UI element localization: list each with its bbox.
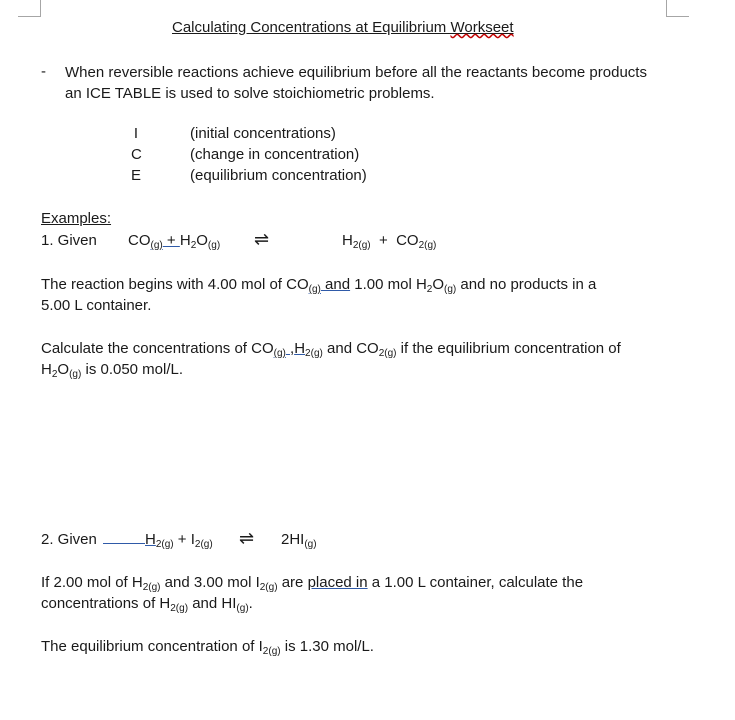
example2-reactants: $H_{2(g)} + I_{2(g)}$ [145, 531, 213, 550]
example1-paragraph-1: The reaction begins with 4.00 mol of $CO_{(g)}$ and 1.00 mol $H_2O_{(g)}$ and no products in a 5.00 L container. [41, 276, 597, 314]
bullet-paragraph: When reversible reactions achieve equilibrium before all the reactants become products an ICE TABLE is used to solve stoichiometric problems. [65, 64, 647, 102]
examples-heading: Examples: [41, 210, 112, 227]
bullet-dash: - [41, 63, 46, 80]
example1-products: $H_{2(g)} + CO_{2(g)}$ [342, 232, 437, 251]
example1-label: 1. Given [41, 232, 97, 249]
example1-reactants: $CO_{(g)} + H_2O_{(g)}$ [128, 232, 221, 251]
title-misspelled-word: Workseet [450, 19, 514, 36]
ice-letter-c: C [131, 146, 142, 163]
example1-paragraph-2: Calculate the concentrations of $CO_{(g)}$ $,H_{2(g)}$ and $CO_{2(g)}$ if the equilibrium concentration of $H_2O_{(g)}$ is 0.050 mol/L. [41, 340, 621, 380]
ice-desc-equilibrium: (equilibrium concentration) [190, 167, 367, 184]
document-title [172, 19, 514, 36]
equilibrium-arrow-icon: ⇌ [254, 229, 270, 249]
example2-label: 2. Given [41, 531, 97, 548]
ice-desc-change: (change in concentration) [190, 146, 360, 163]
example2-paragraph-1: If 2.00 mol of $H_{2(g)}$ and 3.00 mol $I_{2(g)}$ are placed in a 1.00 L container, calculate the concentrations of $H_{2(g)}$ and $HI_{(g)}$. [41, 574, 584, 614]
example2-blank-line [103, 533, 145, 544]
margin-corner-top-right [666, 0, 689, 17]
example2-paragraph-2: The equilibrium concentration of $I_{2(g)}$ is 1.30 mol/L. [41, 638, 374, 657]
margin-corner-top-left [18, 0, 41, 17]
ice-letter-e: E [131, 167, 142, 184]
equilibrium-arrow-icon-2: ⇌ [239, 528, 255, 548]
title-text: Calculating Concentrations at Equilibrium [172, 19, 451, 36]
ice-desc-initial: (initial concentrations) [190, 125, 336, 142]
ice-letter-i: I [133, 125, 139, 142]
example2-product: $2HI_{(g)}$ [281, 531, 317, 550]
